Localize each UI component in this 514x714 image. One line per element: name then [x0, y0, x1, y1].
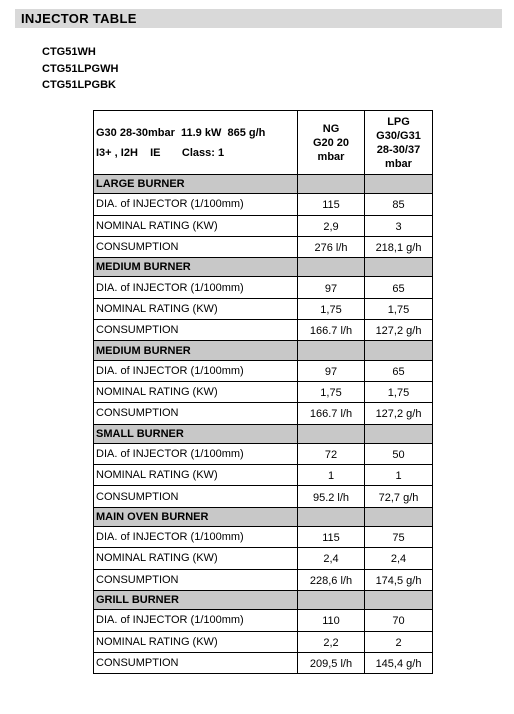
section-fill-lpg: [365, 590, 433, 609]
lpg-value: 1,75: [365, 381, 433, 402]
row-label: DIA. of INJECTOR (1/100mm): [94, 610, 298, 631]
ng-column-header: [298, 111, 365, 175]
ng-header-line: mbar: [317, 150, 345, 163]
lpg-value: 65: [365, 360, 433, 381]
row-label: DIA. of INJECTOR (1/100mm): [94, 527, 298, 548]
section-title: GRILL BURNER: [94, 590, 298, 609]
section-fill-lpg: [365, 175, 433, 194]
table-row: [94, 610, 433, 631]
ng-value: 97: [298, 277, 365, 298]
table-row: [94, 443, 433, 464]
table-row: [94, 215, 433, 236]
row-label: NOMINAL RATING (KW): [94, 548, 298, 569]
row-label: DIA. of INJECTOR (1/100mm): [94, 443, 298, 464]
table-row: [94, 403, 433, 424]
row-label: CONSUMPTION: [94, 486, 298, 507]
section-title: SMALL BURNER: [94, 424, 298, 443]
section-fill-lpg: [365, 341, 433, 360]
ng-value: 95.2 l/h: [298, 486, 365, 507]
lpg-value: 85: [365, 194, 433, 215]
lpg-header-line: G30/G31: [376, 129, 421, 142]
lpg-value: 2: [365, 631, 433, 652]
lpg-header-line: LPG: [387, 115, 410, 128]
table-row: [94, 360, 433, 381]
section-row: [94, 258, 433, 277]
ng-value: 209,5 l/h: [298, 652, 365, 673]
lpg-value: 3: [365, 215, 433, 236]
lpg-value: 127,2 g/h: [365, 403, 433, 424]
title-bar: [15, 9, 502, 28]
lpg-value: 145,4 g/h: [365, 652, 433, 673]
section-fill-ng: [298, 258, 365, 277]
lpg-value: 2,4: [365, 548, 433, 569]
section-fill-ng: [298, 590, 365, 609]
lpg-value: 50: [365, 443, 433, 464]
section-fill-lpg: [365, 424, 433, 443]
ng-value: 2,4: [298, 548, 365, 569]
section-title: MAIN OVEN BURNER: [94, 507, 298, 526]
section-row: [94, 590, 433, 609]
lpg-header-line: 28-30/37: [376, 143, 421, 156]
table-row: [94, 527, 433, 548]
section-row: [94, 341, 433, 360]
table-header-row: [94, 111, 433, 175]
section-row: [94, 507, 433, 526]
table-row: [94, 465, 433, 486]
lpg-value: 1,75: [365, 298, 433, 319]
model-list: [42, 44, 118, 94]
lpg-value: 1: [365, 465, 433, 486]
table-row: [94, 569, 433, 590]
ng-value: 1,75: [298, 298, 365, 319]
section-fill-ng: [298, 175, 365, 194]
lpg-value: 65: [365, 277, 433, 298]
section-title: LARGE BURNER: [94, 175, 298, 194]
lpg-value: 70: [365, 610, 433, 631]
table-row: [94, 652, 433, 673]
lpg-header-line: mbar: [385, 157, 412, 170]
lpg-value: 174,5 g/h: [365, 569, 433, 590]
ng-value: 166.7 l/h: [298, 403, 365, 424]
ng-value: 115: [298, 194, 365, 215]
gas-conditions-cell: [94, 111, 298, 175]
table-row: [94, 486, 433, 507]
section-title: MEDIUM BURNER: [94, 258, 298, 277]
lpg-value: 127,2 g/h: [365, 320, 433, 341]
table-row: [94, 381, 433, 402]
row-label: NOMINAL RATING (KW): [94, 465, 298, 486]
row-label: CONSUMPTION: [94, 569, 298, 590]
table-row: [94, 298, 433, 319]
section-fill-lpg: [365, 258, 433, 277]
row-label: DIA. of INJECTOR (1/100mm): [94, 194, 298, 215]
section-row: [94, 175, 433, 194]
model-code: CTG51WH: [42, 46, 96, 58]
row-label: CONSUMPTION: [94, 320, 298, 341]
section-title: MEDIUM BURNER: [94, 341, 298, 360]
table-row: [94, 548, 433, 569]
table-row: [94, 277, 433, 298]
table-row: [94, 194, 433, 215]
section-fill-ng: [298, 341, 365, 360]
section-fill-ng: [298, 507, 365, 526]
table-row: [94, 320, 433, 341]
lpg-value: 218,1 g/h: [365, 236, 433, 257]
gas-conditions-line: G30 28-30mbar 11.9 kW 865 g/h: [96, 126, 266, 139]
injector-table: [93, 110, 433, 674]
section-fill-ng: [298, 424, 365, 443]
ng-value: 110: [298, 610, 365, 631]
lpg-value: 75: [365, 527, 433, 548]
table-row: [94, 236, 433, 257]
row-label: NOMINAL RATING (KW): [94, 631, 298, 652]
ng-value: 72: [298, 443, 365, 464]
row-label: CONSUMPTION: [94, 403, 298, 424]
row-label: CONSUMPTION: [94, 652, 298, 673]
lpg-column-header: [365, 111, 433, 175]
row-label: NOMINAL RATING (KW): [94, 215, 298, 236]
model-code: CTG51LPGBK: [42, 79, 116, 91]
table-row: [94, 631, 433, 652]
ng-value: 1: [298, 465, 365, 486]
ng-value: 166.7 l/h: [298, 320, 365, 341]
gas-category-line: I3+ , I2H IE Class: 1: [96, 146, 225, 159]
row-label: CONSUMPTION: [94, 236, 298, 257]
section-row: [94, 424, 433, 443]
ng-value: 97: [298, 360, 365, 381]
ng-value: 2,9: [298, 215, 365, 236]
ng-value: 1,75: [298, 381, 365, 402]
page-title: INJECTOR TABLE: [21, 11, 137, 26]
lpg-value: 72,7 g/h: [365, 486, 433, 507]
section-fill-lpg: [365, 507, 433, 526]
row-label: NOMINAL RATING (KW): [94, 298, 298, 319]
row-label: DIA. of INJECTOR (1/100mm): [94, 277, 298, 298]
ng-header-line: NG: [322, 122, 340, 135]
row-label: DIA. of INJECTOR (1/100mm): [94, 360, 298, 381]
ng-header-line: G20 20: [312, 136, 350, 149]
ng-value: 276 l/h: [298, 236, 365, 257]
row-label: NOMINAL RATING (KW): [94, 381, 298, 402]
ng-value: 228,6 l/h: [298, 569, 365, 590]
ng-value: 115: [298, 527, 365, 548]
ng-value: 2,2: [298, 631, 365, 652]
model-code: CTG51LPGWH: [42, 62, 119, 75]
